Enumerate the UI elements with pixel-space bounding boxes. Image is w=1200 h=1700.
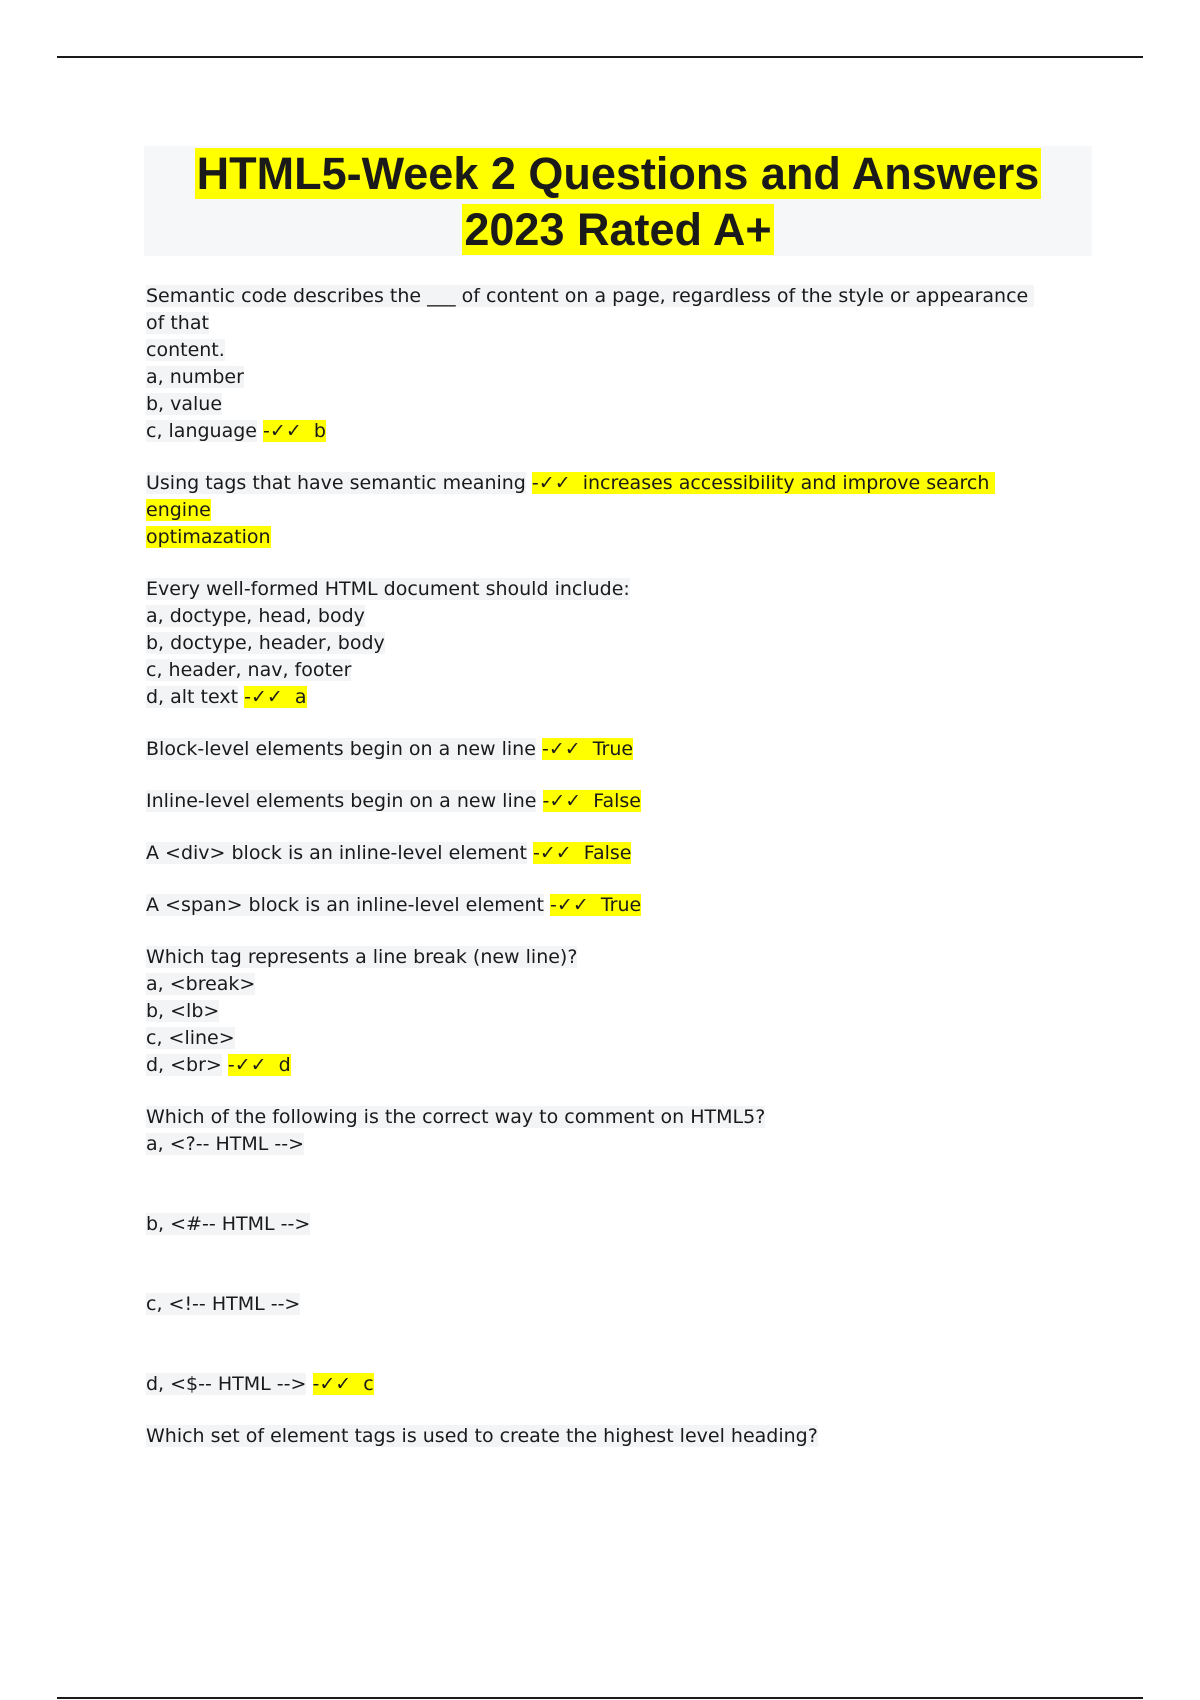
answer-highlight: -✓✓ True xyxy=(550,894,642,916)
option-line: a, <?-- HTML --> xyxy=(146,1133,305,1155)
option-line: a, <break> xyxy=(146,973,256,995)
question-line: content. xyxy=(146,339,225,361)
question-line: Block-level elements begin on a new line -✓✓ True xyxy=(146,738,634,760)
top-rule xyxy=(57,56,1143,58)
question-block xyxy=(146,892,1046,919)
option-line: b, doctype, header, body xyxy=(146,632,385,654)
question-line: Every well-formed HTML document should include: xyxy=(146,578,630,600)
bottom-rule xyxy=(57,1697,1143,1699)
question-block xyxy=(146,840,1046,867)
question-block xyxy=(146,788,1046,815)
answer-highlight: -✓✓ False xyxy=(532,842,632,864)
question-line: A <span> block is an inline-level element -✓✓ True xyxy=(146,894,642,916)
answer-highlight: -✓✓ True xyxy=(541,738,634,760)
question-block xyxy=(146,283,1046,445)
question-line: Semantic code describes the ___ of content on a page, regardless of the style or appearance of that xyxy=(146,285,1035,334)
answer-highlight: -✓✓ b xyxy=(263,420,326,442)
option-line: d, alt text -✓✓ a xyxy=(146,686,307,708)
question-block xyxy=(146,576,1046,711)
option-line: b, <lb> xyxy=(146,1000,220,1022)
answer-highlight: -✓✓ d xyxy=(227,1054,291,1076)
question-line: Which set of element tags is used to create the highest level heading? xyxy=(146,1425,818,1447)
option-line: c, <line> xyxy=(146,1027,235,1049)
question-line: Using tags that have semantic meaning -✓✓ increases accessibility and improve search engine xyxy=(146,472,996,521)
option-line: b, value xyxy=(146,393,223,415)
title-line-2: 2023 Rated A+ xyxy=(464,204,772,255)
option-line: b, <#-- HTML --> xyxy=(146,1213,311,1235)
answer-continuation: optimazation xyxy=(146,526,271,548)
title-line-1: HTML5-Week 2 Questions and Answers xyxy=(196,148,1040,199)
answer-highlight: -✓✓ c xyxy=(312,1373,374,1395)
question-block xyxy=(146,1423,1046,1450)
option-line: c, language -✓✓ b xyxy=(146,420,326,442)
option-line: c, <!-- HTML --> xyxy=(146,1293,301,1315)
answer-highlight: -✓✓ False xyxy=(542,790,641,812)
question-line: A <div> block is an inline-level element -✓✓ False xyxy=(146,842,632,864)
option-line: d, <br> -✓✓ d xyxy=(146,1054,291,1076)
question-line: Inline-level elements begin on a new line -✓✓ False xyxy=(146,790,641,812)
option-line: a, doctype, head, body xyxy=(146,605,365,627)
answer-highlight: -✓✓ a xyxy=(244,686,307,708)
question-block xyxy=(146,1104,1046,1398)
question-line: Which tag represents a line break (new line)? xyxy=(146,946,578,968)
document-title xyxy=(144,146,1092,256)
question-line: Which of the following is the correct way to comment on HTML5? xyxy=(146,1106,766,1128)
question-block xyxy=(146,944,1046,1079)
question-block xyxy=(146,736,1046,763)
option-line: a, number xyxy=(146,366,244,388)
option-line: c, header, nav, footer xyxy=(146,659,352,681)
question-list xyxy=(146,283,1046,1475)
answer-highlight: -✓✓ increases accessibility and improve search engine xyxy=(146,472,996,521)
question-block xyxy=(146,470,1046,551)
option-line: d, <$-- HTML --> -✓✓ c xyxy=(146,1373,374,1395)
